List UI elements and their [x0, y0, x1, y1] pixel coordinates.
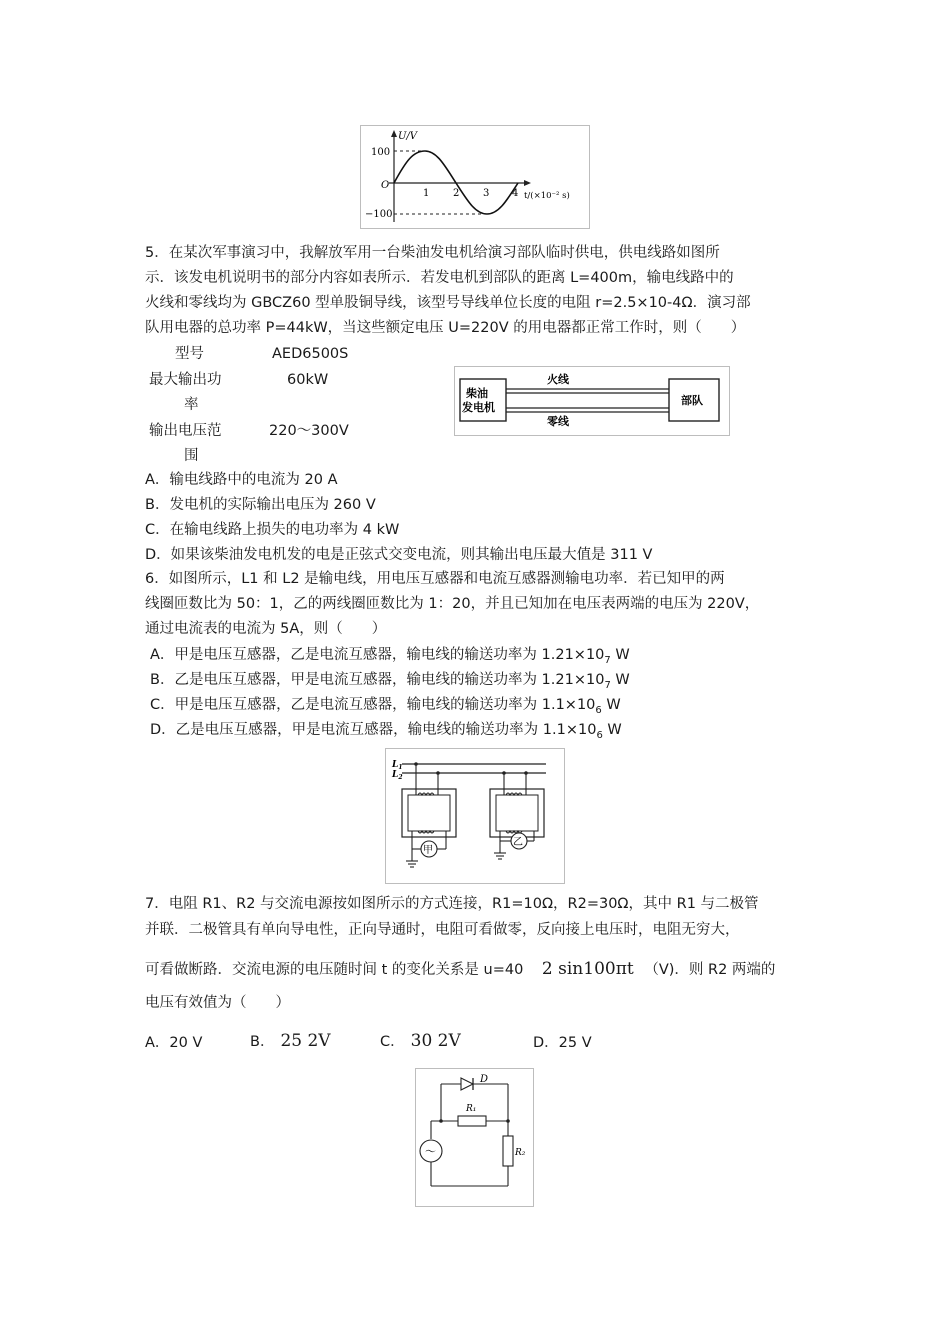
meter-jia-label: 甲 — [423, 845, 433, 856]
meter-yi-label: 乙 — [513, 837, 523, 848]
spec-model-label: 型号 — [175, 346, 204, 362]
r1-label: R₁ — [466, 1104, 477, 1114]
spec-voltage-label-cont: 围 — [184, 448, 199, 464]
y-axis-label: U/V — [398, 131, 418, 142]
q5-option-a: A．输电线路中的电流为 20 A — [145, 472, 338, 488]
spec-voltage-value: 220～300V — [269, 423, 349, 439]
q5-line-2: 示．该发电机说明书的部分内容如表所示．若发电机到部队的距离 L=400m，输电线路中的 — [145, 270, 734, 286]
q7-line-1: 7．电阻 R1、R2 与交流电源按如图所示的方式连接，R1=10Ω，R2=30Ω，其中 R1 与二极管 — [145, 896, 759, 912]
q7-line-2: 并联．二极管具有单向导电性，正向导通时，电阻可看做零，反向接上电压时，电阻无穷大， — [145, 922, 740, 938]
q6-line-1: 6．如图所示，L1 和 L2 是输电线，用电压互感器和电流互感器测输电功率．若已知甲的两 — [145, 571, 725, 587]
q7-option-a: A．20 V — [145, 1035, 203, 1051]
diode-circuit-figure — [415, 1068, 534, 1207]
q6-option-a: A．甲是电压互感器，乙是电流互感器，输电线的输送功率为 $1.21\times 10_7$ W — [150, 647, 630, 666]
q5-option-b: B．发电机的实际输出电压为 260 V — [145, 497, 376, 513]
spec-model-value: AED6500S — [272, 346, 349, 362]
generator-label-a: 柴油 — [466, 387, 488, 400]
spec-power-value: 60kW — [287, 372, 329, 388]
generator-label-b: 发电机 — [462, 401, 495, 414]
l1-label: $L_1$ — [392, 760, 403, 771]
q6-line-3: 通过电流表的电流为 5A，则（ ） — [145, 621, 387, 637]
l2-label: $L_2$ — [392, 770, 403, 781]
q6-option-b: B．乙是电压互感器，甲是电流互感器，输电线的输送功率为 $1.21\times 10_7$ W — [150, 672, 630, 691]
q5-line-4: 队用电器的总功率 P=44kW，当这些额定电压 U=220V 的用电器都正常工作时，则（ ） — [145, 320, 746, 336]
q5-line-3: 火线和零线均为 GBCZ60 型单股铜导线，该型号导线单位长度的电阻 r=2.5×10-4Ω．演习部 — [145, 295, 751, 311]
q7-option-d: D．25 V — [533, 1035, 592, 1051]
troops-label: 部队 — [681, 394, 703, 407]
spec-power-label-cont: 率 — [184, 397, 199, 413]
x-tick-4: 4 — [512, 188, 519, 199]
sine-wave-graph — [361, 126, 589, 228]
transformer-figure — [385, 748, 565, 884]
q6-option-c: C．甲是电压互感器，乙是电流互感器，输电线的输送功率为 $1.1\times 10_6$ W — [150, 697, 621, 716]
neutral-wire-label: 零线 — [547, 415, 569, 428]
x-tick-3: 3 — [483, 188, 490, 199]
q6-option-d: D．乙是电压互感器，甲是电流互感器，输电线的输送功率为 $1.1\times 10_6$ W — [150, 722, 622, 741]
q7-line-3: 可看做断路．交流电源的电压随时间 t 的变化关系是 u=40 2 sin100πt （V)．则 R2 两端的 — [145, 959, 776, 979]
generator-circuit — [455, 367, 729, 435]
diode-label: D — [480, 1074, 489, 1085]
sine-wave-figure — [360, 125, 590, 229]
q7-option-b: B． 25 2V — [250, 1031, 331, 1051]
y-max-label: 100 — [371, 147, 391, 158]
q5-option-d: D．如果该柴油发电机发的电是正弦式交变电流，则其输出电压最大值是 311 V — [145, 547, 653, 563]
spec-voltage-label: 输出电压范 — [149, 423, 222, 439]
live-wire-label: 火线 — [547, 373, 569, 386]
ac-source-symbol: ～ — [425, 1145, 436, 1158]
q7-line-4: 电压有效值为（ ） — [145, 995, 290, 1011]
transformer-circuit — [386, 749, 564, 883]
x-tick-2: 2 — [453, 188, 460, 199]
r2-label: R₂ — [515, 1148, 526, 1158]
q6-line-2: 线圈匝数比为 50：1，乙的两线圈匝数比为 1：20，并且已知加在电压表两端的电压为 220V， — [145, 596, 760, 612]
q5-option-c: C．在输电线路上损失的电功率为 4 kW — [145, 522, 400, 538]
x-axis-label: t/(×10⁻² s) — [524, 191, 570, 201]
q7-option-c: C． 30 2V — [380, 1031, 461, 1051]
generator-circuit-figure — [454, 366, 730, 436]
q5-line-1: 5．在某次军事演习中，我解放军用一台柴油发电机给演习部队临时供电，供电线路如图所 — [145, 245, 720, 261]
spec-power-label: 最大输出功 — [149, 372, 222, 388]
origin-label: O — [381, 180, 390, 191]
y-min-label: −100 — [365, 209, 393, 220]
x-tick-1: 1 — [423, 188, 430, 199]
voltage-formula: 2 sin100πt — [541, 959, 634, 979]
diode-circuit — [416, 1069, 533, 1206]
